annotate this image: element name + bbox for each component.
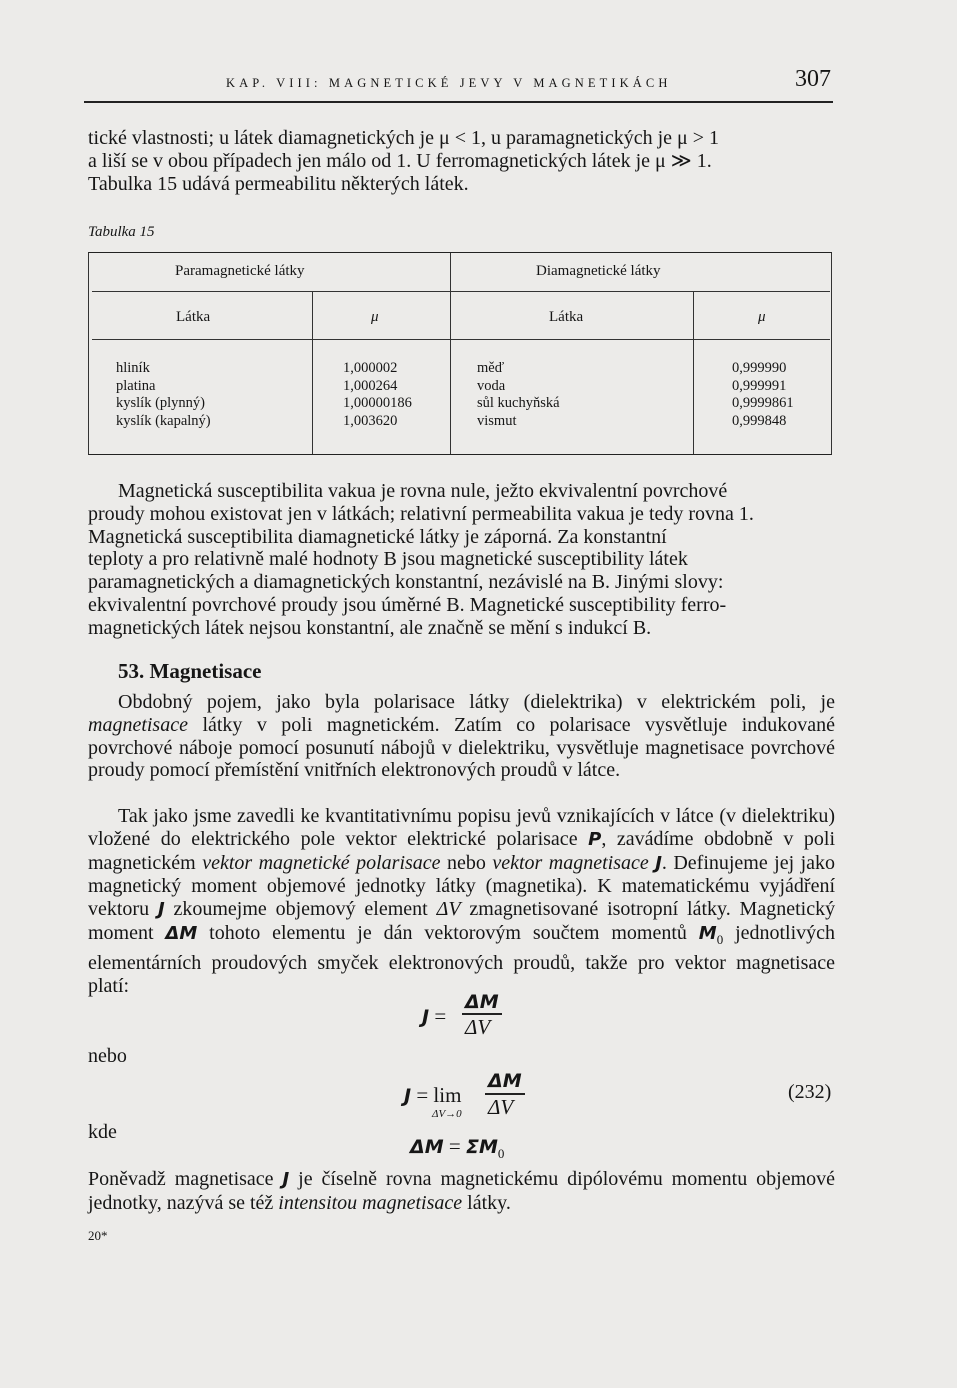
vector-symbol: ΔM [165, 922, 198, 944]
vector-symbol: J [655, 852, 662, 874]
signature-mark: 20* [88, 1228, 108, 1243]
table-rule [92, 291, 830, 292]
intro-line: a liší se v obou případech jen málo od 1. U ferromagnetických látek je μ ≫ 1. [88, 149, 712, 172]
connective-word: nebo [88, 1045, 127, 1067]
math-symbol: ΔV [465, 1015, 491, 1039]
para-mu-column [343, 360, 412, 430]
vector-symbol: ΔM [465, 991, 499, 1013]
table-group-paramagnetic: Paramagnetické látky [175, 263, 305, 279]
paragraph-line: paramagnetických a diamagnetických konstantní, nezávislé na B. Jinými slovy: [88, 571, 724, 594]
equation-number: (232) [788, 1081, 832, 1103]
emphasis-term: vektor magnetické polarisace [202, 851, 441, 874]
intro-line: tické vlastnosti; u látek diamagnetických je μ < 1, u paramagnetických je μ > 1 [88, 127, 720, 149]
intensity-paragraph: Poněvadž magnetisace J je číselně rovna magnetickému dipólovému momentu objemové jednotky, nazývá se též intensitou magnetisace látky. [88, 1168, 836, 1214]
math-symbol: ΔV [488, 1095, 514, 1119]
table-cell: 1,00000186 [343, 395, 412, 411]
paragraph-line: teploty a pro relativně malé hodnoty B jsou magnetické susceptibility látek [88, 548, 688, 571]
intro-line: Tabulka 15 udává permeabilitu některých látek. [88, 172, 469, 195]
math-symbol: ΔV [436, 898, 461, 921]
vector-symbol: ΣM [465, 1136, 498, 1158]
emphasis-term: vektor magnetisace [492, 851, 649, 874]
vector-symbol: J [404, 1085, 412, 1107]
table-cell: 1,000264 [343, 377, 398, 394]
paragraph-line: ekvivalentní povrchové proudy jsou úměrné B. Magnetické susceptibility ferro- [88, 593, 727, 616]
table-cell: měď [477, 360, 505, 376]
table-cell: voda [477, 377, 506, 394]
intro-paragraph [88, 127, 835, 195]
table-cell: hliník [116, 360, 150, 376]
page-number: 307 [795, 66, 831, 92]
table-cell: 1,000002 [343, 360, 398, 376]
table-cell: platina [116, 377, 156, 394]
table-caption: Tabulka 15 [88, 224, 155, 240]
vector-symbol: J [422, 1006, 430, 1028]
dia-substance-column [477, 360, 560, 430]
table-divider [450, 253, 451, 454]
table-cell: vismut [477, 412, 517, 429]
vector-symbol: ΔM [410, 1136, 444, 1158]
dia-mu-column [732, 360, 794, 430]
book-page: KAP. VIII: MAGNETICKÉ JEVY V MAGNETIKÁCH 307 tické vlastnosti; u látek diamagnetických je μ < 1, u paramagnetických je μ > 1 a liší se v obou případech jen málo od 1. U ferromagnetických látek je μ ≫ 1. Tabulka 15 udává permeabilitu některých látek. Tabulka 15 Paramagnetické látky Diamagnetické látky Látka μ Látka μ hliník platina kyslík (plynný) kyslík (kapalný) 1,000002 1,000264 1,00000186 1,003620 měď voda sůl kuchyňská vismut 0,999990 0,999991 0,9999861 0,999848 Magnetická susceptibilita vakua je rovna nule, ježto ekvivalentní povrchové proudy mohou existovat jen v látkách; relativní permeabilita vakua je tedy rovna 1. Magnetická susceptibilita diamagnetické látky je záporná. Za konstantní teploty a pro relativně malé hodnoty B jsou magnetické susceptibility látek paramagnetických a diamagnetických konstantní, nezávislé na B. Jinými slovy: ekvivalentní povrchové proudy jsou úměrné B. Magnetické susceptibility ferro- magnetických látek nejsou konstantní, ale značně se mění s indukcí B. 53. Magnetisace Obdobný pojem, jako byla polarisace látky (dielektrika) v elektrickém poli, je magnetisace látky v poli magnetickém. Zatím co polarisace vysvětluje indukované povrchové náboje pomocí posunutí nábojů v dielektriku, vysvětluje magnetisace povrchové proudy pomocí přemístění vnitřních elektronových proudů v látce. Tak jako jsme zavedli ke kvantitativnímu popisu jevů vznikajících v látce (v dielektriku) vložené do elektrického pole vektor elektrické polarisace P, zavádíme obdobně v poli magnetickém vektor magnetické polarisace nebo vektor magnetisace J. Definujeme jej jako magnetický moment objemové jednotky látky (magnetika). K matematickému vyjádření vektoru J zkoumejme objemový element ΔV zmagnetisované isotropní látky. Magnetický moment ΔM tohoto elementu je dán vektorovým součtem momentů $M_0$ jednotlivých elementárních proudových smyček elektronových proudů, takže pro vektor magnetisace platí: J = ΔM ΔV nebo J = lim ΔV→0 ΔM ΔV (232) kde $\Delta M = \Sigma M_0$ Poněvadž magnetisace J je číselně rovna magnetickému dipólovému momentu objemové jednotky, nazývá se též intensitou magnetisace látky. 20* [0, 0, 957, 1388]
table-cell: 1,003620 [343, 412, 398, 429]
table-divider [312, 292, 313, 454]
table-cell: sůl kuchyňská [477, 395, 560, 411]
para-substance-column [116, 360, 211, 430]
vector-symbol: P [588, 828, 602, 850]
vector-symbol: ΔM [488, 1070, 522, 1092]
equation-3: $\Delta M = \Sigma M_0$ [410, 1134, 505, 1162]
emphasis-term: intensitou magnetisace [278, 1191, 463, 1214]
table-header-substance: Látka [549, 309, 584, 325]
emphasis-term: magnetisace [88, 713, 188, 736]
table-group-diamagnetic: Diamagnetické látky [536, 263, 661, 279]
header-rule [84, 101, 833, 103]
table-cell: 0,999991 [732, 377, 787, 394]
table-cell: 0,999848 [732, 412, 787, 429]
running-head: KAP. VIII: MAGNETICKÉ JEVY V MAGNETIKÁCH [226, 76, 672, 90]
connective-word: kde [88, 1121, 117, 1143]
susceptibility-paragraph [88, 480, 835, 640]
limit-subscript: ΔV→0 [432, 1108, 462, 1120]
paragraph-line: proudy mohou existovat jen v látkách; relativní permeabilita vakua je tedy rovna 1. [88, 502, 754, 525]
table-rule [92, 339, 830, 340]
magnetisation-definition-paragraph: Obdobný pojem, jako byla polarisace látky (dielektrika) v elektrickém poli, je magnetisace látky v poli magnetickém. Zatím co polarisace vysvětluje indukované povrchové náboje pomocí posunutí nábojů v dielektriku, vysvětluje magnetisace povrchové proudy pomocí přemístění vnitřních elektronových proudů v látce. [88, 691, 836, 782]
table-cell: 0,9999861 [732, 395, 794, 411]
table-header-mu: μ [371, 309, 379, 325]
vector-symbol: J [157, 899, 165, 921]
table-header-substance: Látka [176, 309, 211, 325]
vector-symbol: M [698, 922, 717, 944]
paragraph-line: magnetických látek nejsou konstantní, ale značně se mění s indukcí B. [88, 616, 652, 639]
table-cell: 0,999990 [732, 360, 787, 376]
table-cell: kyslík (kapalný) [116, 412, 211, 429]
paragraph-line: Magnetická susceptibilita diamagnetické látky je záporná. Za konstantní [88, 525, 667, 548]
table-divider [693, 292, 694, 454]
section-title: 53. Magnetisace [118, 659, 262, 683]
vector-symbol: J [282, 1169, 290, 1190]
table-header-mu: μ [758, 309, 766, 325]
magnetisation-vector-paragraph: Tak jako jsme zavedli ke kvantitativnímu popisu jevů vznikajících v látce (v dielektriku) vložené do elektrického pole vektor elektrické polarisace P, zavádíme obdobně v poli magnetickém vektor magnetické polarisace nebo vektor magnetisace J. Definujeme jej jako magnetický moment objemové jednotky látky (magnetika). K matematickému vyjádření vektoru J zkoumejme objemový element ΔV zmagnetisované isotropní látky. Magnetický moment ΔM tohoto elementu je dán vektorovým součtem momentů $M_0$ jednotlivých elementárních proudových smyček elektronových proudů, takže pro vektor magnetisace platí: [88, 805, 836, 997]
paragraph-line: Magnetická susceptibilita vakua je rovna nule, ježto ekvivalentní povrchové [118, 480, 728, 502]
table-cell: kyslík (plynný) [116, 395, 206, 411]
